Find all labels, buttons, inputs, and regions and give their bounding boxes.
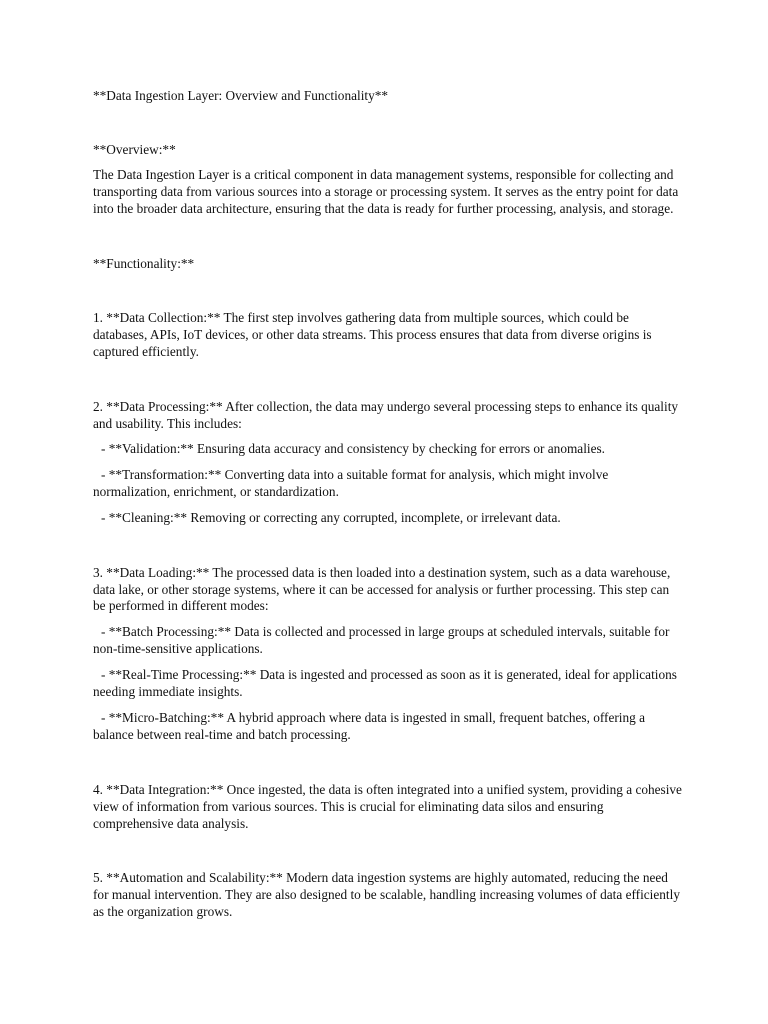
- functionality-heading: **Functionality:**: [93, 255, 195, 271]
- list-item-data-collection: 1. **Data Collection:** The first step involves gathering data from multiple sources, which could be databases, APIs, IoT devices, or other data streams. This process ensures that data from diverse origins is captured efficiently.: [93, 310, 652, 360]
- document-title: **Data Ingestion Layer: Overview and Functionality**: [93, 88, 389, 103]
- sub-item-micro-batching: - **Micro-Batching:** A hybrid approach where data is ingested in small, frequent batches, offering a balance between real-time and batch processing.: [93, 709, 646, 742]
- list-item-data-processing: 2. **Data Processing:** After collection, the data may undergo several processing steps to enhance its quality and usability. This includes:: [93, 399, 679, 432]
- overview-paragraph: The Data Ingestion Layer is a critical component in data management systems, responsible for collecting and transporting data from various sources into a storage or processing system. It serves as the entry point for data into the broader data architecture, ensuring that the data is ready for further processing, analysis, and storage.: [93, 166, 679, 216]
- list-item-data-loading: 3. **Data Loading:** The processed data is then loaded into a destination system, such as a data warehouse, data lake, or other storage systems, where it can be accessed for analysis or further processing. This step can be performed in different modes:: [93, 564, 671, 614]
- list-item-data-integration: 4. **Data Integration:** Once ingested, the data is often integrated into a unified system, providing a cohesive view of information from various sources. This is crucial for eliminating data silos and ensuring comprehensive data analysis.: [93, 781, 682, 831]
- list-item-automation-scalability: 5. **Automation and Scalability:** Modern data ingestion systems are highly automated, reducing the need for manual intervention. They are also designed to be scalable, handling increasing volumes of data efficiently as the organization grows.: [93, 870, 680, 920]
- document-page: [93, 88, 683, 921]
- sub-item-validation: - **Validation:** Ensuring data accuracy and consistency by checking for errors or anomalies.: [101, 440, 606, 456]
- sub-item-cleaning: - **Cleaning:** Removing or correcting any corrupted, incomplete, or irrelevant data.: [101, 509, 561, 525]
- sub-item-real-time-processing: - **Real-Time Processing:** Data is ingested and processed as soon as it is generated, ideal for applications needing immediate insights.: [93, 667, 677, 700]
- overview-heading: **Overview:**: [93, 141, 176, 157]
- sub-item-transformation: - **Transformation:** Converting data into a suitable format for analysis, which might involve normalization, enrichment, or standardization.: [93, 466, 609, 499]
- sub-item-batch-processing: - **Batch Processing:** Data is collected and processed in large groups at scheduled intervals, suitable for non-time-sensitive applications.: [93, 624, 670, 657]
